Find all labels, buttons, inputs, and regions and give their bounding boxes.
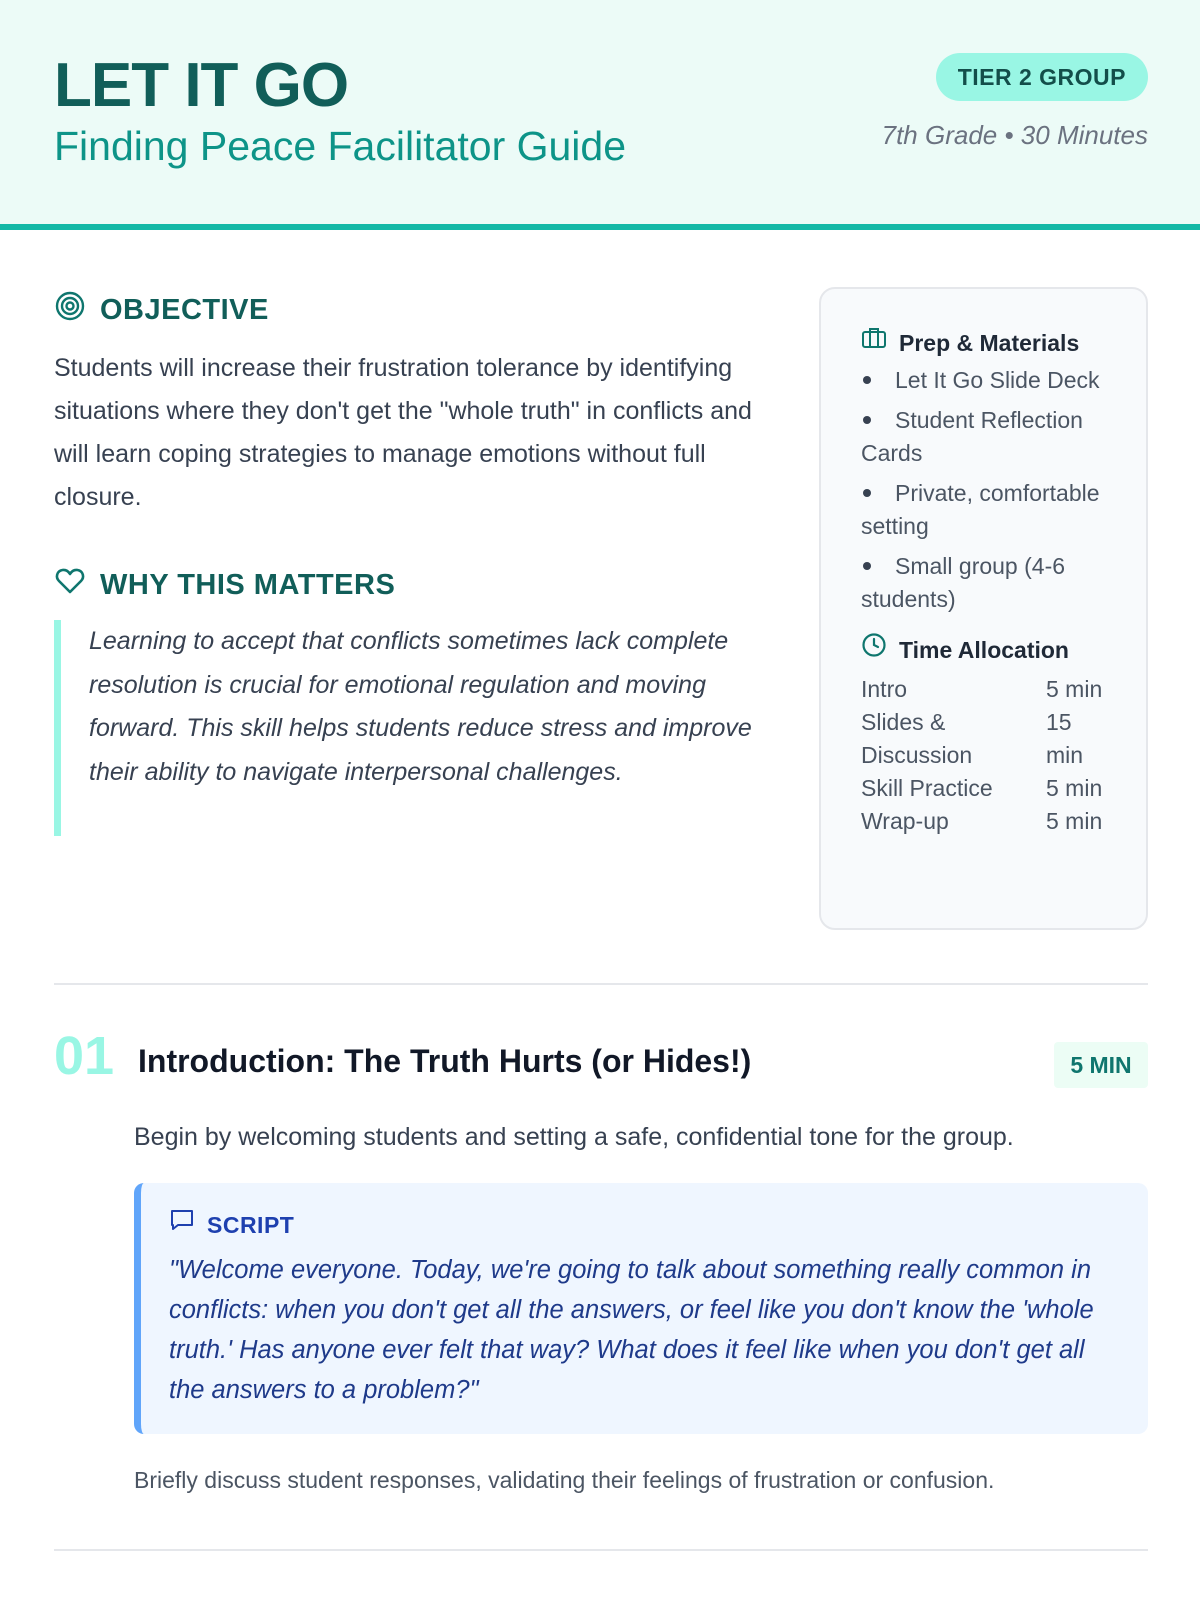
step-note: Briefly discuss student responses, validating their feelings of frustration or confusion. bbox=[134, 1467, 995, 1493]
time-label: Skill Practice bbox=[861, 775, 993, 801]
list-item: Let It Go Slide Deck bbox=[861, 364, 1112, 397]
briefcase-icon bbox=[861, 325, 887, 360]
prep-heading-label: Prep & Materials bbox=[899, 329, 1080, 356]
page-header bbox=[0, 0, 1200, 230]
list-item: Student Reflection Cards bbox=[861, 407, 1083, 466]
page-subtitle: Finding Peace Facilitator Guide bbox=[54, 123, 627, 169]
page-title: LET IT GO bbox=[54, 51, 349, 120]
speech-bubble-icon bbox=[169, 1207, 195, 1242]
step-title: Introduction: The Truth Hurts (or Hides!) bbox=[138, 1043, 752, 1079]
why-heading bbox=[54, 565, 395, 605]
time-value: 5 min bbox=[1046, 676, 1103, 702]
objective-heading bbox=[54, 290, 269, 330]
clock-icon bbox=[861, 632, 887, 667]
time-allocation-table bbox=[861, 673, 1112, 838]
time-label: Intro bbox=[861, 676, 908, 702]
why-heading-label: WHY THIS MATTERS bbox=[100, 568, 396, 601]
prep-heading bbox=[861, 325, 1112, 360]
section-divider bbox=[54, 1549, 1148, 1551]
script-callout bbox=[134, 1183, 1148, 1434]
script-label: SCRIPT bbox=[207, 1211, 295, 1238]
target-icon bbox=[54, 290, 86, 330]
time-heading-label: Time Allocation bbox=[899, 636, 1069, 663]
time-value: 15 min bbox=[1046, 709, 1084, 768]
time-label: Slides & Discussion bbox=[861, 709, 973, 768]
script-heading bbox=[169, 1207, 1118, 1242]
step-number: 01 bbox=[54, 1026, 115, 1086]
prep-sidebar bbox=[819, 287, 1148, 930]
list-item: Small group (4-6 students) bbox=[861, 553, 1066, 612]
why-quote: Learning to accept that conflicts sometimes lack complete resolution is crucial for emotional regulation and moving forward. This skill helps students reduce stress and improve their ability to navigate interpersonal challenges. bbox=[54, 620, 794, 836]
time-heading bbox=[861, 632, 1112, 667]
duration-badge: 5 MIN bbox=[1054, 1042, 1148, 1088]
tier-badge: TIER 2 GROUP bbox=[936, 53, 1148, 101]
section-divider bbox=[54, 983, 1148, 985]
objective-heading-label: OBJECTIVE bbox=[100, 293, 269, 326]
grade-duration-meta: 7th Grade • 30 Minutes bbox=[881, 120, 1148, 150]
time-label: Wrap-up bbox=[861, 808, 949, 834]
time-value: 5 min bbox=[1046, 775, 1103, 801]
time-value: 5 min bbox=[1046, 808, 1103, 834]
objective-text: Students will increase their frustration tolerance by identifying situations where they don't get the "whole truth" in conflicts and will learn coping strategies to manage emotions without full closure. bbox=[54, 354, 752, 511]
step-intro: Begin by welcoming students and setting a safe, confidential tone for the group. bbox=[134, 1123, 1014, 1151]
heart-icon bbox=[54, 565, 86, 605]
list-item: Private, comfortable setting bbox=[861, 480, 1100, 539]
materials-list bbox=[861, 364, 1112, 616]
script-text: "Welcome everyone. Today, we're going to talk about something really common in conflicts: when you don't get all the answers, or feel like you don't know the 'whole truth.' Has anyone ever felt that way? What does it feel like when you don't get all the answers to a problem?" bbox=[169, 1256, 1094, 1404]
